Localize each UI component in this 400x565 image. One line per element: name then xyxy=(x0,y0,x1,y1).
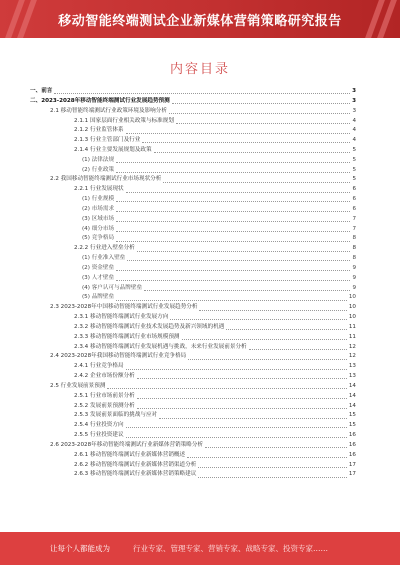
toc-leader-dots xyxy=(116,270,350,271)
toc-entry[interactable] xyxy=(30,215,356,225)
toc-leader-dots xyxy=(205,447,347,448)
toc-page-number: 11 xyxy=(348,333,356,340)
toc-entry-title: 2.6.3 移动智能终端测试行业新媒体营销策略建议 xyxy=(74,471,197,478)
toc-leader-dots xyxy=(170,319,347,320)
report-title: 移动智能终端测试企业新媒体营销策略研究报告 xyxy=(58,14,342,29)
toc-leader-dots xyxy=(116,241,350,242)
toc-entry[interactable] xyxy=(30,195,356,205)
toc-leader-dots xyxy=(127,260,350,261)
toc-leader-dots xyxy=(163,182,350,183)
toc-page-number: 4 xyxy=(352,137,356,144)
toc-entry[interactable] xyxy=(30,372,356,382)
toc-entry-title: (5) 品牌壁垒 xyxy=(82,294,115,301)
toc-page-number: 13 xyxy=(348,363,356,370)
toc-page-number: 12 xyxy=(348,343,356,350)
toc-page-number: 4 xyxy=(352,117,356,124)
toc-entry[interactable] xyxy=(30,185,356,195)
toc-entry[interactable] xyxy=(30,421,356,431)
toc-entry-title: 2.3.4 移动智能终端测试行业发展机遇与挑战，未来行业发展前景分析 xyxy=(74,343,247,350)
toc-entry-title: 2.5.5 行业投资建议 xyxy=(74,432,124,439)
toc-entry-title: (3) 区域市场 xyxy=(82,215,115,222)
toc-entry-title: 2.6.2 移动智能终端测试行业新媒体营销渠道分析 xyxy=(74,461,197,468)
toc-entry[interactable] xyxy=(30,323,356,333)
toc-entry-title: 2.1 移动智能终端测试行业政策环境及影响分析 xyxy=(50,107,167,114)
toc-leader-dots xyxy=(144,290,350,291)
toc-entry-title: 2.2.1 行业发展现状 xyxy=(74,186,124,193)
toc-entry-title: (2) 行业政策 xyxy=(82,166,115,173)
toc-entry[interactable] xyxy=(30,166,356,176)
toc-page-number: 10 xyxy=(348,294,356,301)
toc-page-number: 6 xyxy=(352,205,356,212)
toc-entry[interactable] xyxy=(30,460,356,470)
toc-leader-dots xyxy=(142,142,350,143)
toc-leader-dots xyxy=(116,201,350,202)
toc-page-number: 5 xyxy=(352,147,356,153)
toc-entry[interactable] xyxy=(30,431,356,441)
toc-heading: 内容目录 xyxy=(169,62,230,77)
toc-page-number: 15 xyxy=(348,412,356,419)
page-footer xyxy=(0,532,400,565)
toc-entry-title: (1) 行业准入壁垒 xyxy=(82,255,126,262)
footer-tagline: 行业专家、管理专家、营销专家、战略专家、投资专家…… xyxy=(133,544,328,553)
toc-entry-title: 2.5.1 行业市场前景分析 xyxy=(74,392,135,399)
toc-leader-dots xyxy=(137,408,347,409)
toc-leader-dots xyxy=(176,123,351,124)
toc-page-number: 6 xyxy=(352,196,356,203)
toc-leader-dots xyxy=(54,93,350,94)
toc-entry[interactable] xyxy=(30,225,356,235)
toc-entry[interactable] xyxy=(30,343,356,353)
toc-entry[interactable] xyxy=(30,470,356,480)
toc-leader-dots xyxy=(137,251,351,252)
toc-leader-dots xyxy=(137,398,347,399)
toc-entry[interactable] xyxy=(30,274,356,284)
toc-page-number: 5 xyxy=(352,176,356,183)
toc-page-number: 10 xyxy=(348,304,356,311)
footer-slogan: 让每个人都能成为 xyxy=(50,544,110,553)
toc-leader-dots xyxy=(159,418,347,419)
toc-page-number: 14 xyxy=(348,392,356,399)
toc-entry-title: 2.5.2 发展前景预测分析 xyxy=(74,402,135,409)
toc-page-number: 7 xyxy=(352,215,356,222)
toc-entry[interactable] xyxy=(30,362,356,372)
toc-page-number: 16 xyxy=(348,441,356,448)
toc-page-number: 15 xyxy=(348,422,356,429)
toc-entry[interactable] xyxy=(30,234,356,244)
toc-page-number: 17 xyxy=(348,461,356,468)
toc-entry[interactable] xyxy=(30,284,356,294)
toc-entry-title: (4) 细分市场 xyxy=(82,225,115,232)
toc-entry-title: (1) 行业规模 xyxy=(82,196,115,203)
toc-entry-title: (4) 客户认可与品牌壁垒 xyxy=(82,284,143,291)
toc-page-number: 7 xyxy=(352,225,356,232)
toc-leader-dots xyxy=(116,231,350,232)
toc-leader-dots xyxy=(126,133,351,134)
toc-leader-dots xyxy=(154,152,351,153)
toc-leader-dots xyxy=(126,427,347,428)
toc-entry[interactable] xyxy=(30,244,356,254)
toc-leader-dots xyxy=(116,300,347,301)
toc-entry-title: 2.1.2 行业监管体系 xyxy=(74,127,124,134)
toc-entry-title: (5) 竞争格局 xyxy=(82,235,115,242)
toc-page-number: 16 xyxy=(348,432,356,439)
toc-entry-title: 2.4.2 企业市场份额分析 xyxy=(74,373,135,380)
toc-page-number: 9 xyxy=(352,274,356,281)
toc-leader-dots xyxy=(198,467,347,468)
toc-page-number: 8 xyxy=(352,255,356,262)
toc-entry[interactable] xyxy=(30,87,356,97)
toc-entry-title: 2.5.4 行业投资方向 xyxy=(74,422,124,429)
toc-page-number: 5 xyxy=(352,166,356,173)
toc-entry[interactable] xyxy=(30,126,356,136)
toc-entry[interactable] xyxy=(30,254,356,264)
toc-page-number: 13 xyxy=(348,373,356,380)
toc-leader-dots xyxy=(116,162,350,163)
toc-entry[interactable] xyxy=(30,97,356,107)
toc-leader-dots xyxy=(199,310,346,311)
toc-entry-title: 2.4 2023-2028年我国移动智能终端测试行业竞争格局 xyxy=(50,353,187,360)
toc-entry[interactable] xyxy=(30,175,356,185)
toc-leader-dots xyxy=(126,192,351,193)
toc-leader-dots xyxy=(116,280,350,281)
toc-entry[interactable] xyxy=(30,382,356,392)
toc-entry-title: 2.6 2023-2028年移动智能终端测试行业新媒体营销策略分析 xyxy=(50,441,204,448)
toc-leader-dots xyxy=(116,172,350,173)
toc-page-number: 10 xyxy=(348,314,356,321)
toc-page-number: 3 xyxy=(352,97,356,104)
toc-entry-title: 2.5 行业发展前景预测 xyxy=(50,382,106,389)
toc-entry[interactable] xyxy=(30,205,356,215)
toc-leader-dots xyxy=(172,103,350,104)
toc-page-number: 5 xyxy=(352,156,356,163)
toc-page-number: 9 xyxy=(352,264,356,271)
toc-leader-dots xyxy=(198,477,347,478)
toc-entry-title: 2.4.1 行业竞争格局 xyxy=(74,363,124,370)
toc-leader-dots xyxy=(126,369,347,370)
toc-entry[interactable] xyxy=(30,313,356,323)
toc-page-number: 8 xyxy=(352,235,356,242)
toc-leader-dots xyxy=(249,349,347,350)
toc-leader-dots xyxy=(182,339,347,340)
toc-entry-title: 一、前言 xyxy=(30,88,53,95)
toc-entry-title: 二、2023-2028年移动智能终端测试行业发展趋势预测 xyxy=(30,97,170,104)
toc-leader-dots xyxy=(188,359,347,360)
toc-leader-dots xyxy=(226,329,347,330)
toc-page-number: 16 xyxy=(348,451,356,458)
toc-page-number: 9 xyxy=(352,284,356,291)
toc-page-number: 3 xyxy=(352,88,356,95)
toc-leader-dots xyxy=(169,113,350,114)
toc-page-number: 11 xyxy=(348,323,356,330)
toc-page-number: 4 xyxy=(352,127,356,134)
toc-entry[interactable] xyxy=(30,293,356,303)
toc-entry[interactable] xyxy=(30,303,356,313)
toc-entry-title: 2.3.1 移动智能终端测试行业发展方向 xyxy=(74,314,169,321)
toc-entry-title: 2.2 我国移动智能终端测试行业市场现状分析 xyxy=(50,176,162,183)
toc-page-number: 8 xyxy=(352,245,356,252)
toc-entry[interactable] xyxy=(30,107,356,117)
toc-page-number: 12 xyxy=(348,353,356,360)
toc-page-number: 14 xyxy=(348,402,356,409)
toc-page-number: 6 xyxy=(352,186,356,193)
toc-entry[interactable] xyxy=(30,146,356,156)
toc-entry[interactable] xyxy=(30,451,356,461)
toc-entry-title: 2.1.1 国家层面行业相关政策与标准规划 xyxy=(74,117,174,124)
toc-entry-title: 2.3.3 移动智能终端测试行业市场规模预测 xyxy=(74,333,180,340)
toc-entry-title: (2) 市场需求 xyxy=(82,205,115,212)
toc-entry-title: 2.6.1 移动智能终端测试行业新媒体营销概述 xyxy=(74,451,186,458)
toc-entry-title: 2.5.3 发展前景面临的挑战与应对 xyxy=(74,412,158,419)
page-header xyxy=(0,0,400,38)
toc-leader-dots xyxy=(116,221,350,222)
toc-entry-title: 2.3 2023-2028年中国移动智能终端测试行业发展趋势分析 xyxy=(50,304,198,311)
toc-entry-title: (3) 人才壁垒 xyxy=(82,274,115,281)
toc-entry[interactable] xyxy=(30,411,356,421)
toc-entry[interactable] xyxy=(30,441,356,451)
toc-entry[interactable] xyxy=(30,116,356,126)
toc-leader-dots xyxy=(126,437,347,438)
table-of-contents xyxy=(30,87,356,480)
toc-entry[interactable] xyxy=(30,352,356,362)
toc-page-number: 14 xyxy=(348,382,356,389)
toc-entry[interactable] xyxy=(30,333,356,343)
toc-entry-title: 2.1.4 行业主要发展规划及政策 xyxy=(74,147,152,153)
toc-entry-title: (1) 法律法规 xyxy=(82,156,115,163)
toc-entry[interactable] xyxy=(30,402,356,412)
toc-entry-title: (2) 资金壁垒 xyxy=(82,264,115,271)
toc-entry[interactable] xyxy=(30,156,356,166)
toc-page-number: 3 xyxy=(352,107,356,114)
toc-leader-dots xyxy=(107,388,346,389)
toc-entry-title: 2.1.3 行业主管部门及行业 xyxy=(74,137,141,144)
toc-page-number: 17 xyxy=(348,471,356,478)
toc-entry-title: 2.2.2 行业进入壁垒分析 xyxy=(74,245,135,252)
toc-leader-dots xyxy=(137,378,347,379)
toc-entry-title: 2.3.2 移动智能终端测试行业技术发展趋势及新兴领域的机遇 xyxy=(74,323,225,330)
toc-entry[interactable] xyxy=(30,136,356,146)
toc-entry[interactable] xyxy=(30,392,356,402)
toc-leader-dots xyxy=(116,211,350,212)
toc-leader-dots xyxy=(187,457,347,458)
toc-entry[interactable] xyxy=(30,264,356,274)
